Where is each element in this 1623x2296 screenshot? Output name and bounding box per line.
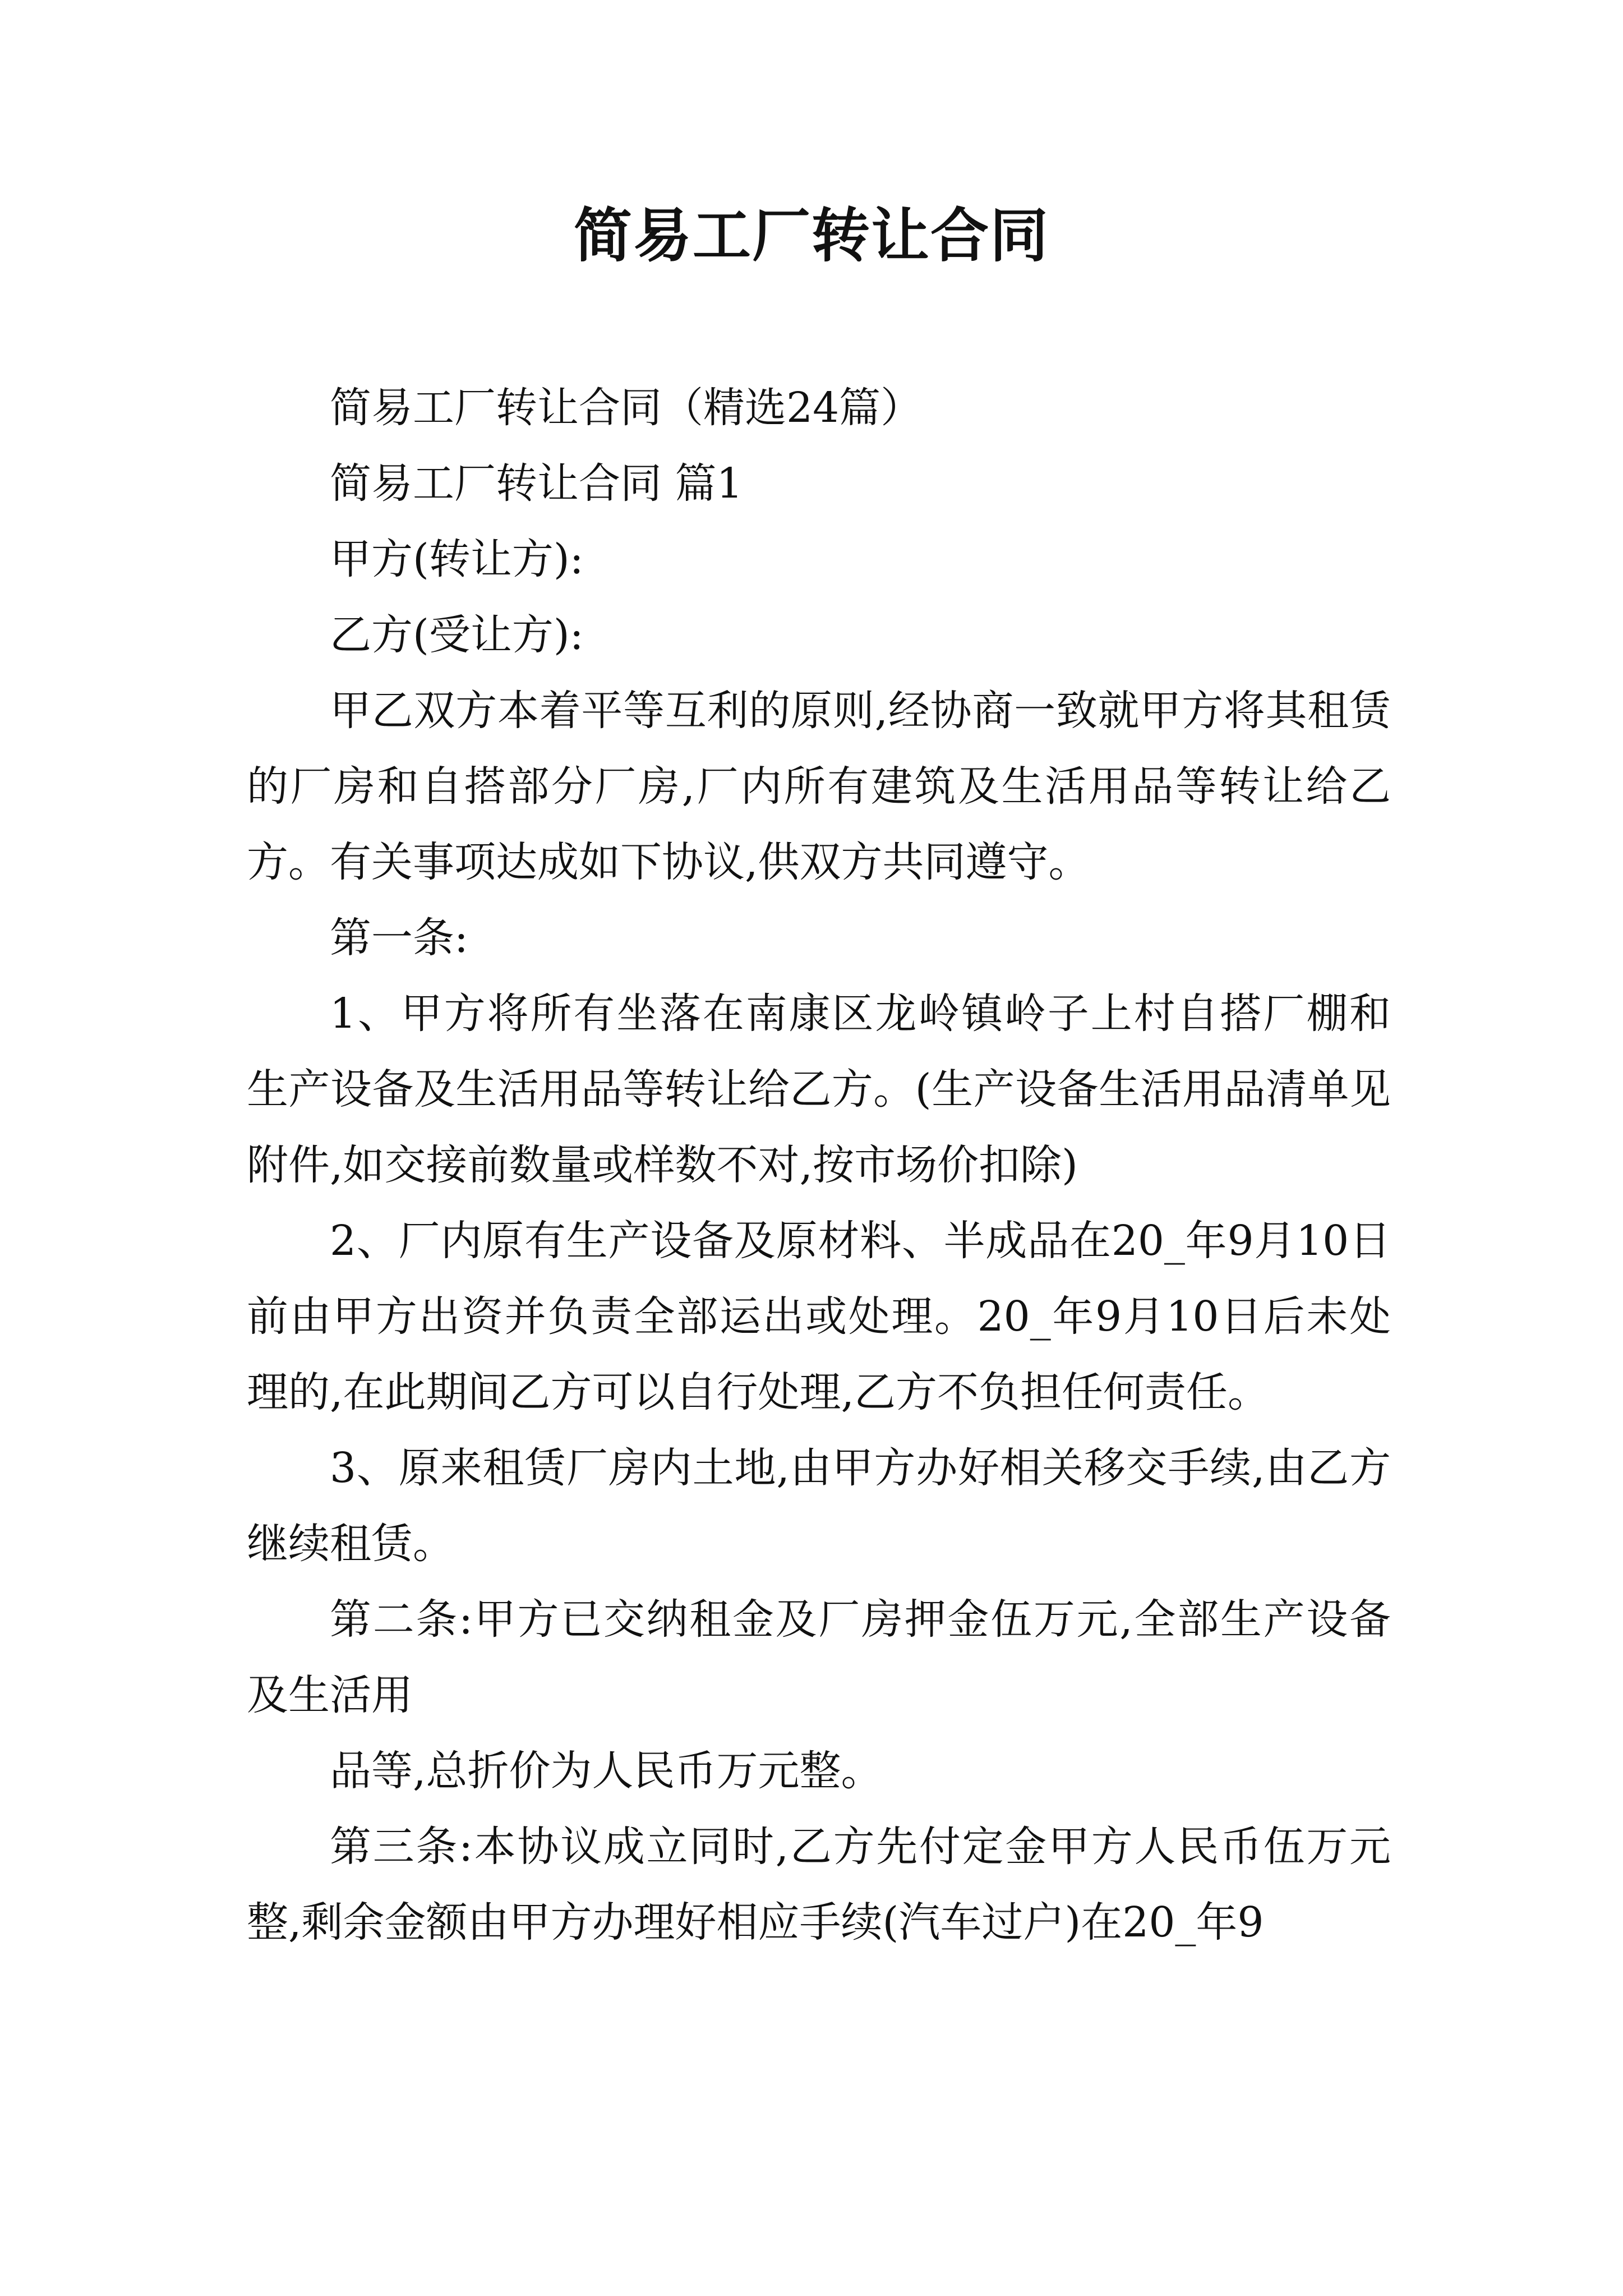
article-three-paragraph: 第三条:本协议成立同时,乙方先付定金甲方人民币伍万元整,剩余金额由甲方办理好相应手续(汽车过户)在20_年9	[247, 1823, 1391, 1947]
article-two-paragraph: 第二条:甲方已交纳租金及厂房押金伍万元,全部生产设备及生活用	[247, 1595, 1391, 1719]
clause-3-paragraph: 3、原来租赁厂房内土地,由甲方办好相关移交手续,由乙方继续租赁。	[247, 1444, 1391, 1568]
clause-2-paragraph: 2、厂内原有生产设备及原材料、半成品在20_年9月10日前由甲方出资并负责全部运出或处理。20_年9月10日后未处理的,在此期间乙方可以自行处理,乙方不负担任何责任。	[247, 1217, 1391, 1416]
article-two-continuation: 品等,总折价为人民币万元整。	[330, 1747, 883, 1795]
subtitle-paragraph: 简易工厂转让合同（精选24篇）	[330, 384, 923, 432]
party-a-paragraph: 甲方(转让方):	[330, 535, 584, 583]
party-b-paragraph: 乙方(受让方):	[330, 611, 584, 659]
article-one-heading: 第一条:	[330, 914, 468, 962]
section-heading-paragraph: 简易工厂转让合同 篇1	[330, 459, 743, 508]
document-body	[247, 370, 1391, 1961]
document-title: 简易工厂转让合同	[573, 201, 1049, 270]
clause-1-paragraph: 1、甲方将所有坐落在南康区龙岭镇岭子上村自搭厂棚和生产设备及生活用品等转让给乙方。(生产设备生活用品清单见附件,如交接前数量或样数不对,按市场价扣除)	[247, 990, 1391, 1189]
preamble-paragraph: 甲乙双方本着平等互利的原则,经协商一致就甲方将其租赁的厂房和自搭部分厂房,厂内所有建筑及生活用品等转让给乙方。有关事项达成如下协议,供双方共同遵守。	[247, 687, 1391, 886]
